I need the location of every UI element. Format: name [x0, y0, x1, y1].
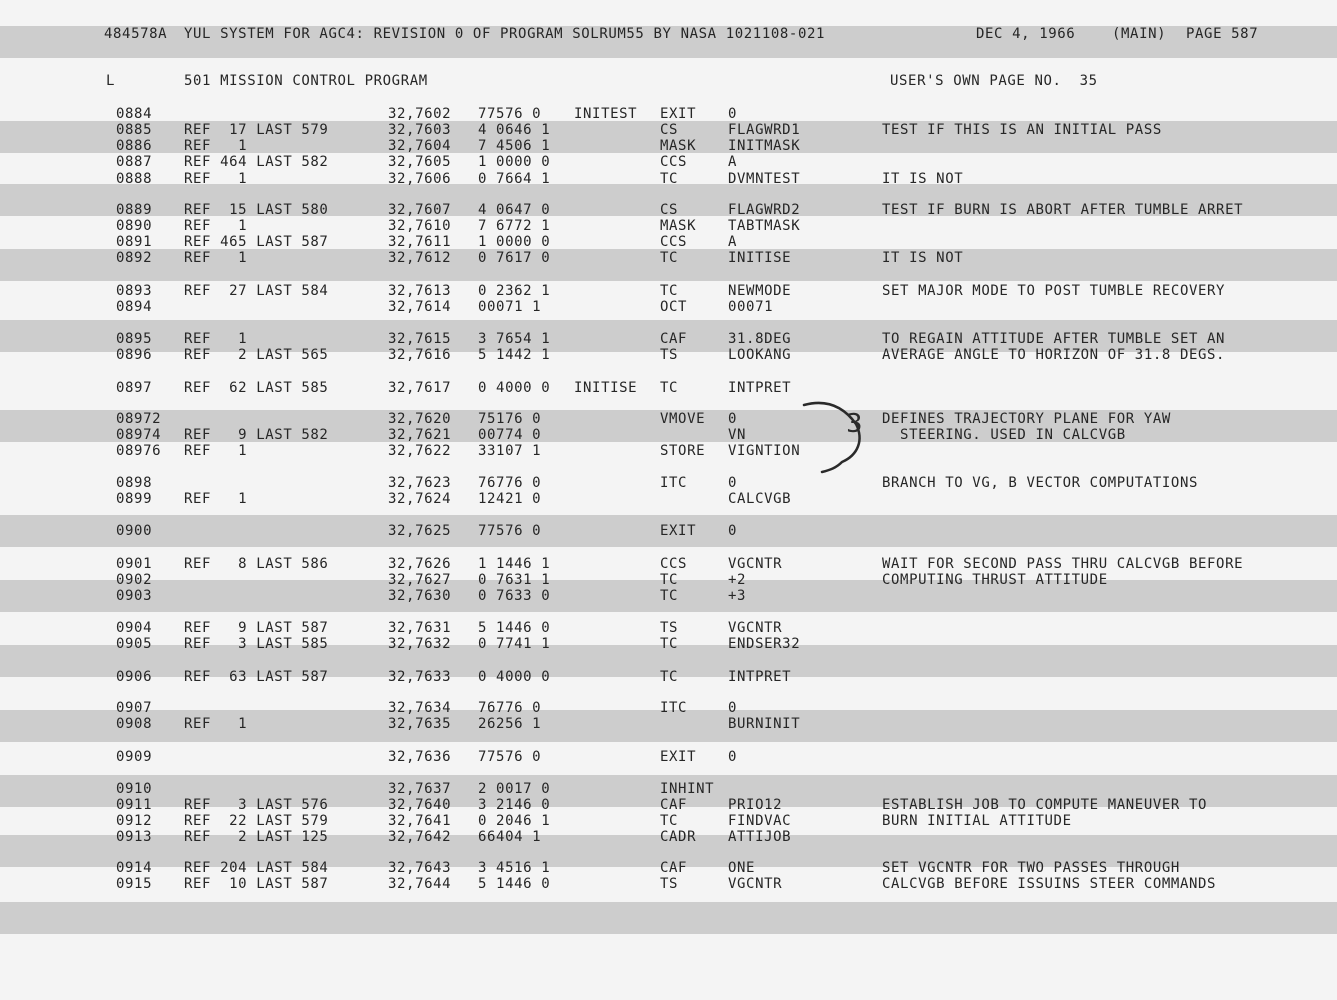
- comment: CALCVGB BEFORE ISSUINS STEER COMMANDS: [882, 876, 1217, 892]
- comment: IT IS NOT: [882, 250, 964, 266]
- opcode: TC: [660, 380, 679, 396]
- operand: 00071: [728, 299, 774, 315]
- operand: NEWMODE: [728, 283, 792, 299]
- line-number: 0899: [116, 491, 153, 507]
- line-number: 0906: [116, 669, 153, 685]
- opcode: CCS: [660, 154, 688, 170]
- address: 32,7615: [388, 331, 452, 347]
- octal-word: 5 1442 1: [478, 347, 551, 363]
- octal-word: 77576 0: [478, 749, 542, 765]
- opcode: ITC: [660, 700, 688, 716]
- octal-word: 12421 0: [478, 491, 542, 507]
- operand: VIGNTION: [728, 443, 801, 459]
- opcode: STORE: [660, 443, 706, 459]
- octal-word: 5 1446 0: [478, 876, 551, 892]
- operand: ENDSER32: [728, 636, 801, 652]
- address: 32,7620: [388, 411, 452, 427]
- comment: SET MAJOR MODE TO POST TUMBLE RECOVERY: [882, 283, 1226, 299]
- opcode: CAF: [660, 797, 688, 813]
- operand: FINDVAC: [728, 813, 792, 829]
- octal-word: 3 4516 1: [478, 860, 551, 876]
- ref-field: REF 204 LAST 584: [184, 860, 329, 876]
- ref-field: REF 2 LAST 565: [184, 347, 329, 363]
- address: 32,7632: [388, 636, 452, 652]
- operand: PRIO12: [728, 797, 783, 813]
- comment: TEST IF THIS IS AN INITIAL PASS: [882, 122, 1162, 138]
- opcode: ITC: [660, 475, 688, 491]
- operand: FLAGWRD2: [728, 202, 801, 218]
- opcode: EXIT: [660, 749, 697, 765]
- comment: IT IS NOT: [882, 171, 964, 187]
- subheader-program: 501 MISSION CONTROL PROGRAM: [184, 73, 428, 89]
- ref-field: REF 1: [184, 443, 248, 459]
- header-section: (MAIN): [1112, 26, 1167, 42]
- line-number: 0890: [116, 218, 153, 234]
- comment: BRANCH TO VG, B VECTOR COMPUTATIONS: [882, 475, 1199, 491]
- octal-word: 0 7633 0: [478, 588, 551, 604]
- subheader-users-page: USER'S OWN PAGE NO. 35: [890, 73, 1098, 89]
- address: 32,7631: [388, 620, 452, 636]
- line-number: 0895: [116, 331, 153, 347]
- comment: DEFINES TRAJECTORY PLANE FOR YAW: [882, 411, 1171, 427]
- header-page: PAGE 587: [1186, 26, 1259, 42]
- ref-field: REF 465 LAST 587: [184, 234, 329, 250]
- operand: ATTIJOB: [728, 829, 792, 845]
- operand: BURNINIT: [728, 716, 801, 732]
- address: 32,7623: [388, 475, 452, 491]
- address: 32,7637: [388, 781, 452, 797]
- operand: +2: [728, 572, 747, 588]
- octal-word: 1 0000 0: [478, 234, 551, 250]
- operand: CALCVGB: [728, 491, 792, 507]
- octal-word: 0 7617 0: [478, 250, 551, 266]
- address: 32,7617: [388, 380, 452, 396]
- comment: STEERING. USED IN CALCVGB: [882, 427, 1126, 443]
- octal-word: 0 2362 1: [478, 283, 551, 299]
- octal-word: 7 6772 1: [478, 218, 551, 234]
- octal-word: 0 7741 1: [478, 636, 551, 652]
- line-number: 0902: [116, 572, 153, 588]
- line-number: 0894: [116, 299, 153, 315]
- line-number: 08972: [116, 411, 162, 427]
- operand: 0: [728, 411, 738, 427]
- address: 32,7606: [388, 171, 452, 187]
- octal-word: 3 7654 1: [478, 331, 551, 347]
- operand: INTPRET: [728, 380, 792, 396]
- opcode: CAF: [660, 860, 688, 876]
- opcode: EXIT: [660, 523, 697, 539]
- opcode: TC: [660, 572, 679, 588]
- line-number: 0892: [116, 250, 153, 266]
- ref-field: REF 1: [184, 138, 248, 154]
- operand: VGCNTR: [728, 556, 783, 572]
- line-number: 0896: [116, 347, 153, 363]
- line-number: 0908: [116, 716, 153, 732]
- comment: TEST IF BURN IS ABORT AFTER TUMBLE ARRET: [882, 202, 1244, 218]
- octal-word: 66404 1: [478, 829, 542, 845]
- address: 32,7622: [388, 443, 452, 459]
- operand: TABTMASK: [728, 218, 801, 234]
- line-number: 0911: [116, 797, 153, 813]
- line-number: 0888: [116, 171, 153, 187]
- line-number: 0886: [116, 138, 153, 154]
- address: 32,7626: [388, 556, 452, 572]
- label: INITISE: [574, 380, 638, 396]
- opcode: EXIT: [660, 106, 697, 122]
- address: 32,7614: [388, 299, 452, 315]
- ref-field: REF 464 LAST 582: [184, 154, 329, 170]
- opcode: TC: [660, 636, 679, 652]
- address: 32,7641: [388, 813, 452, 829]
- operand: FLAGWRD1: [728, 122, 801, 138]
- opcode: CADR: [660, 829, 697, 845]
- line-number: 0885: [116, 122, 153, 138]
- opcode: CS: [660, 122, 679, 138]
- octal-word: 0 2046 1: [478, 813, 551, 829]
- address: 32,7605: [388, 154, 452, 170]
- opcode: CCS: [660, 234, 688, 250]
- address: 32,7642: [388, 829, 452, 845]
- opcode: OCT: [660, 299, 688, 315]
- operand: +3: [728, 588, 747, 604]
- octal-word: 4 0646 1: [478, 122, 551, 138]
- line-number: 0904: [116, 620, 153, 636]
- operand: A: [728, 234, 738, 250]
- address: 32,7607: [388, 202, 452, 218]
- ref-field: REF 17 LAST 579: [184, 122, 329, 138]
- line-number: 0912: [116, 813, 153, 829]
- opcode: TS: [660, 347, 679, 363]
- comment: SET VGCNTR FOR TWO PASSES THROUGH: [882, 860, 1180, 876]
- operand: INITISE: [728, 250, 792, 266]
- address: 32,7634: [388, 700, 452, 716]
- line-number: 0915: [116, 876, 153, 892]
- operand: LOOKANG: [728, 347, 792, 363]
- octal-word: 76776 0: [478, 700, 542, 716]
- opcode: TC: [660, 283, 679, 299]
- address: 32,7644: [388, 876, 452, 892]
- line-number: 0900: [116, 523, 153, 539]
- octal-word: 77576 0: [478, 523, 542, 539]
- ref-field: REF 1: [184, 331, 248, 347]
- octal-word: 1 1446 1: [478, 556, 551, 572]
- opcode: VMOVE: [660, 411, 706, 427]
- line-number: 0914: [116, 860, 153, 876]
- address: 32,7612: [388, 250, 452, 266]
- octal-word: 4 0647 0: [478, 202, 551, 218]
- address: 32,7624: [388, 491, 452, 507]
- operand: 0: [728, 523, 738, 539]
- operand: 0: [728, 106, 738, 122]
- comment: WAIT FOR SECOND PASS THRU CALCVGB BEFORE: [882, 556, 1244, 572]
- address: 32,7613: [388, 283, 452, 299]
- operand: 0: [728, 475, 738, 491]
- address: 32,7610: [388, 218, 452, 234]
- address: 32,7636: [388, 749, 452, 765]
- ref-field: REF 27 LAST 584: [184, 283, 329, 299]
- line-number: 0910: [116, 781, 153, 797]
- ref-field: REF 1: [184, 716, 248, 732]
- ref-field: REF 3 LAST 576: [184, 797, 329, 813]
- line-number: 0898: [116, 475, 153, 491]
- ref-field: REF 1: [184, 218, 248, 234]
- ref-field: REF 1: [184, 171, 248, 187]
- line-number: 0913: [116, 829, 153, 845]
- ref-field: REF 10 LAST 587: [184, 876, 329, 892]
- line-number: 0909: [116, 749, 153, 765]
- ref-field: REF 8 LAST 586: [184, 556, 329, 572]
- ref-field: REF 62 LAST 585: [184, 380, 329, 396]
- comment: TO REGAIN ATTITUDE AFTER TUMBLE SET AN: [882, 331, 1226, 347]
- opcode: TC: [660, 813, 679, 829]
- octal-word: 1 0000 0: [478, 154, 551, 170]
- opcode: TC: [660, 588, 679, 604]
- address: 32,7604: [388, 138, 452, 154]
- header-system: YUL SYSTEM FOR AGC4: REVISION 0 OF PROGRAM SOLRUM55 BY NASA 1021108-021: [184, 26, 826, 42]
- opcode: TC: [660, 669, 679, 685]
- ref-field: REF 9 LAST 587: [184, 620, 329, 636]
- octal-word: 00071 1: [478, 299, 542, 315]
- ref-field: REF 22 LAST 579: [184, 813, 329, 829]
- address: 32,7643: [388, 860, 452, 876]
- octal-word: 0 4000 0: [478, 669, 551, 685]
- line-number: 0903: [116, 588, 153, 604]
- opcode: CAF: [660, 331, 688, 347]
- comment: AVERAGE ANGLE TO HORIZON OF 31.8 DEGS.: [882, 347, 1226, 363]
- operand: A: [728, 154, 738, 170]
- address: 32,7630: [388, 588, 452, 604]
- octal-word: 26256 1: [478, 716, 542, 732]
- octal-word: 7 4506 1: [478, 138, 551, 154]
- ref-field: REF 2 LAST 125: [184, 829, 329, 845]
- octal-word: 33107 1: [478, 443, 542, 459]
- ref-field: REF 1: [184, 491, 248, 507]
- ref-field: REF 3 LAST 585: [184, 636, 329, 652]
- opcode: TS: [660, 876, 679, 892]
- line-number: 0891: [116, 234, 153, 250]
- line-number: 08976: [116, 443, 162, 459]
- label: INITEST: [574, 106, 638, 122]
- opcode: INHINT: [660, 781, 715, 797]
- shading-band: [0, 902, 1337, 934]
- opcode: TC: [660, 250, 679, 266]
- octal-word: 75176 0: [478, 411, 542, 427]
- line-number: 0887: [116, 154, 153, 170]
- header-date: DEC 4, 1966: [976, 26, 1076, 42]
- address: 32,7633: [388, 669, 452, 685]
- line-number: 0901: [116, 556, 153, 572]
- operand: INITMASK: [728, 138, 801, 154]
- comment: COMPUTING THRUST ATTITUDE: [882, 572, 1108, 588]
- operand: 0: [728, 700, 738, 716]
- opcode: TS: [660, 620, 679, 636]
- address: 32,7602: [388, 106, 452, 122]
- octal-word: 0 7664 1: [478, 171, 551, 187]
- handwritten-number: 3: [846, 409, 863, 439]
- line-number: 0893: [116, 283, 153, 299]
- address: 32,7603: [388, 122, 452, 138]
- operand: VGCNTR: [728, 876, 783, 892]
- octal-word: 00774 0: [478, 427, 542, 443]
- operand: 31.8DEG: [728, 331, 792, 347]
- line-number: 08974: [116, 427, 162, 443]
- address: 32,7627: [388, 572, 452, 588]
- comment: ESTABLISH JOB TO COMPUTE MANEUVER TO: [882, 797, 1208, 813]
- opcode: CCS: [660, 556, 688, 572]
- opcode: CS: [660, 202, 679, 218]
- opcode: MASK: [660, 138, 697, 154]
- ref-field: REF 15 LAST 580: [184, 202, 329, 218]
- octal-word: 5 1446 0: [478, 620, 551, 636]
- line-number: 0884: [116, 106, 153, 122]
- line-number: 0897: [116, 380, 153, 396]
- address: 32,7611: [388, 234, 452, 250]
- address: 32,7625: [388, 523, 452, 539]
- octal-word: 76776 0: [478, 475, 542, 491]
- line-number: 0905: [116, 636, 153, 652]
- octal-word: 0 7631 1: [478, 572, 551, 588]
- octal-word: 0 4000 0: [478, 380, 551, 396]
- header-id: 484578A: [104, 26, 168, 42]
- address: 32,7616: [388, 347, 452, 363]
- opcode: TC: [660, 171, 679, 187]
- comment: BURN INITIAL ATTITUDE: [882, 813, 1072, 829]
- octal-word: 3 2146 0: [478, 797, 551, 813]
- address: 32,7640: [388, 797, 452, 813]
- address: 32,7621: [388, 427, 452, 443]
- operand: INTPRET: [728, 669, 792, 685]
- ref-field: REF 9 LAST 582: [184, 427, 329, 443]
- operand: VN: [728, 427, 747, 443]
- subheader-marker: L: [106, 73, 116, 89]
- line-number: 0907: [116, 700, 153, 716]
- opcode: MASK: [660, 218, 697, 234]
- octal-word: 77576 0: [478, 106, 542, 122]
- ref-field: REF 1: [184, 250, 248, 266]
- operand: 0: [728, 749, 738, 765]
- octal-word: 2 0017 0: [478, 781, 551, 797]
- operand: DVMNTEST: [728, 171, 801, 187]
- address: 32,7635: [388, 716, 452, 732]
- operand: VGCNTR: [728, 620, 783, 636]
- operand: ONE: [728, 860, 756, 876]
- line-number: 0889: [116, 202, 153, 218]
- ref-field: REF 63 LAST 587: [184, 669, 329, 685]
